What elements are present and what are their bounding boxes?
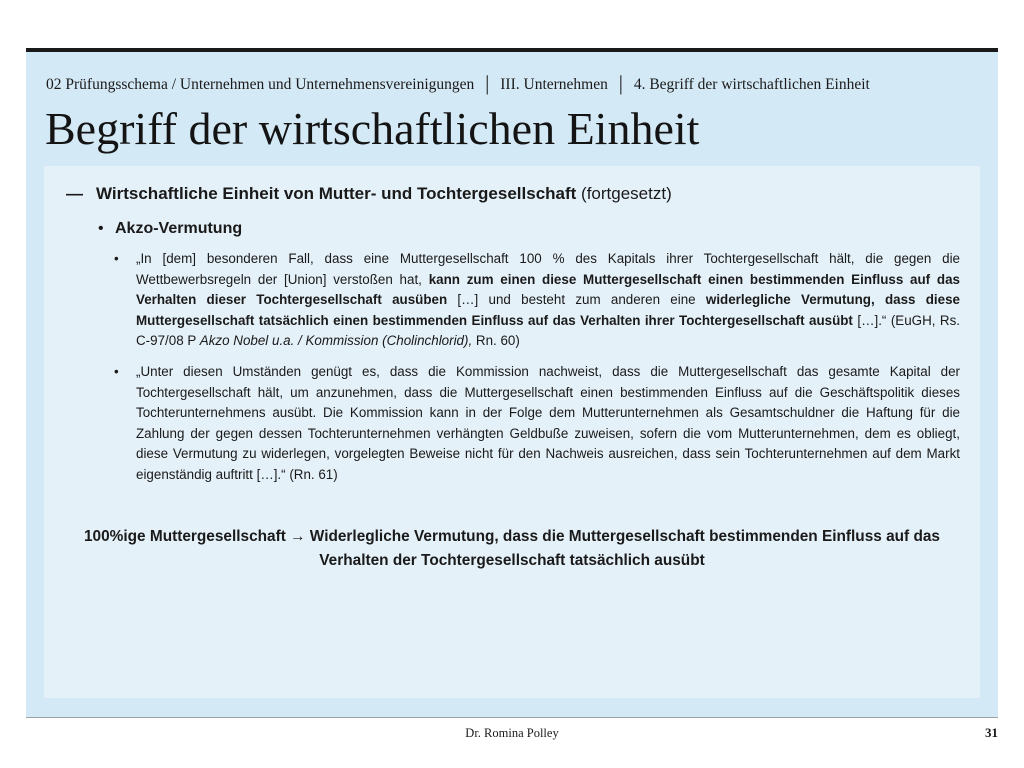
quote-paragraph-1	[136, 249, 960, 352]
section-heading	[66, 184, 966, 204]
subsection-heading	[98, 220, 242, 238]
breadcrumb-item-chapter: 02 Prüfungsschema / Unternehmen und Unternehmensvereinigungen	[46, 76, 475, 93]
subsection-heading-text: Akzo-Vermutung	[115, 220, 243, 237]
summary-statement: 100%ige Muttergesellschaft → Widerlegliche Vermutung, dass die Muttergesellschaft bestimmenden Einfluss auf das Verhalten der Tochtergesellschaft tatsächlich ausübt	[84, 528, 940, 569]
breadcrumb-item-topic: 4. Begriff der wirtschaftlichen Einheit	[633, 76, 870, 93]
quote-text: […] und besteht zum anderen eine	[457, 292, 696, 307]
breadcrumb-separator: |	[618, 71, 623, 95]
quote-emphasis: widerlegliche Vermutung, dass diese Muttergesellschaft tatsächlich einen bestimmenden Einfluss auf das Verhalten ihrer Tochtergesellschaft ausübt	[136, 292, 960, 328]
section-heading-text: Wirtschaftliche Einheit von Mutter- und Tochtergesellschaft	[96, 184, 577, 203]
dash-bullet: —	[66, 184, 83, 203]
bottom-rule	[26, 717, 998, 718]
quote-citation: Rn. 60)	[475, 333, 520, 348]
bullet-icon: •	[98, 220, 104, 237]
breadcrumb-separator: |	[485, 71, 490, 95]
case-name: Akzo Nobel u.a. / Kommission (Cholinchlorid),	[199, 333, 473, 348]
section-heading-suffix: (fortgesetzt)	[581, 184, 672, 203]
breadcrumb-item-section: III. Unternehmen	[500, 76, 608, 93]
page-title: Begriff der wirtschaftlichen Einheit	[45, 103, 700, 154]
quote-emphasis: kann zum einen diese Muttergesellschaft einen bestimmenden Einfluss auf das Verhalten dieser Tochtergesellschaft ausüben	[136, 271, 960, 307]
footer-author: Dr. Romina Polley	[465, 726, 559, 740]
quote-citation: […].“ (EuGH, Rs. C-97/08 P	[136, 312, 960, 348]
breadcrumb	[46, 70, 986, 95]
quote-paragraph-2: • „Unter diesen Umständen genügt es, dass die Kommission nachweist, dass die Muttergesellschaft das gesamte Kapital der Tochtergesellschaft hält, um anzunehmen, dass die Muttergesellschaft einen bestimmenden Einfluss auf die Geschäftspolitik dieses Tochterunternehmens ausübt. Die Kommission kann in der Folge dem Mutterunternehmen als Gesamtschuldner die Haftung für die Zahlung der gegen dessen Tochterunternehmen verhängten Geldbuße zuweisen, sofern die vom Mutterunternehmen, dem es obliegt, diese Vermutung zu widerlegen, vorgelegten Beweise nicht für den Nachweis ausreichen, dass sein Tochterunternehmen auf dem Markt eigenständig auftritt […].“ (Rn. 61)	[136, 362, 960, 485]
page-number: 31	[985, 725, 998, 740]
quote-text: „In [dem] besonderen Fall, dass eine Muttergesellschaft 100 % des Kapitals ihrer Tochtergesellschaft hält, die gegen die Wettbewerbsregeln der [Union] verstoßen hat,	[136, 251, 960, 287]
